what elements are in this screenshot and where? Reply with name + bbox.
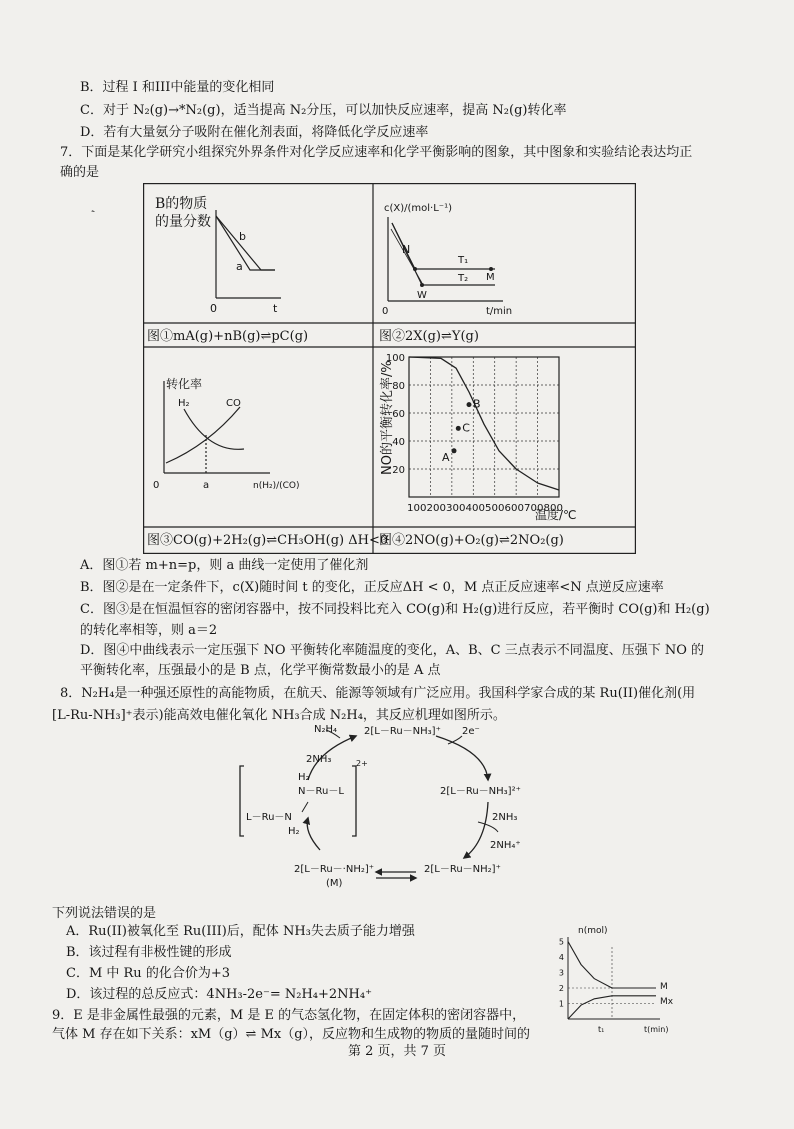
q7-option-d-cont: 平衡转化率，压强最小的是 B 点，化学平衡常数最小的是 A 点 xyxy=(80,663,441,678)
cycle-nh3-in: 2NH₃ xyxy=(306,754,332,765)
fig4-ytick: 60 xyxy=(392,409,405,420)
q9-ytick: 5 xyxy=(558,937,564,947)
fig3-label-h2: H₂ xyxy=(178,398,190,409)
fig1-curve-a xyxy=(216,216,275,270)
cycle-right: 2[L－Ru－NH₃]²⁺ xyxy=(440,786,521,797)
fig2-xlabel: t/min xyxy=(486,306,513,317)
complex-l-ru-n: L－Ru－N xyxy=(246,812,292,823)
cycle-nh3-right: 2NH₃ xyxy=(492,812,518,823)
q7-figure-grid xyxy=(143,183,636,554)
fig2-label-t2: T₂ xyxy=(458,273,469,284)
fig4-frame xyxy=(409,357,559,497)
fig2-chart xyxy=(378,193,633,318)
q7-option-c-cont: 的转化率相等，则 a＝2 xyxy=(80,623,218,638)
fig1-chart xyxy=(203,208,363,313)
fig1-ylabel2: 的量分数 xyxy=(155,214,211,230)
complex-h2-bottom: H₂ xyxy=(288,826,300,837)
cycle-arrow-right-down xyxy=(464,802,488,858)
fig4-curve xyxy=(409,357,559,490)
fig4-label-a: A xyxy=(442,450,450,464)
fig4-ytick: 100 xyxy=(385,353,405,364)
cycle-arrow-top-right xyxy=(436,736,488,780)
fig3-chart xyxy=(148,373,368,493)
fig2-ylabel: c(X)/(mol·L⁻¹) xyxy=(384,203,452,214)
cycle-electron: 2e⁻ xyxy=(462,726,480,737)
q9-ytick: 2 xyxy=(558,984,564,993)
fig2-label-m: M xyxy=(486,272,495,283)
page-footer: 第 2 页，共 7 页 xyxy=(347,1044,447,1059)
complex-n-n-bond xyxy=(302,802,308,812)
q8-option-d: D．该过程的总反应式：4NH₃-2e⁻= N₂H₄+2NH₄⁺ xyxy=(66,987,372,1002)
q7-option-a: A．图①若 m+n=p，则 a 曲线一定使用了催化剂 xyxy=(80,558,369,573)
fig4-label-b: B xyxy=(473,397,481,411)
q9-ytick: 1 xyxy=(558,999,564,1009)
q8-option-b: B．该过程有非极性键的形成 xyxy=(66,945,232,960)
fig4-ytick: 40 xyxy=(392,437,405,448)
fig1-label-a: a xyxy=(236,260,243,273)
fig3-xlabel: n(H₂)/(CO) xyxy=(253,481,300,491)
q8-cycle-diagram xyxy=(236,722,566,890)
cycle-nh3-branch xyxy=(478,822,498,832)
q7-stem-line2: 确的是 xyxy=(60,165,100,180)
cycle-n2h4: N₂H₄ xyxy=(314,724,338,735)
complex-bracket-left xyxy=(240,766,244,836)
q7-option-c: C．图③是在恒温恒容的密闭容器中，按不同投料比充入 CO(g)和 H₂(g)进行反应，若平衡时 CO(g)和 H₂(g) xyxy=(80,602,710,617)
fig2-origin: 0 xyxy=(382,306,389,317)
q6-option-d: D．若有大量氨分子吸附在催化剂表面，将降低化学反应速率 xyxy=(80,125,429,140)
fig1-origin: 0 xyxy=(210,302,217,313)
q9-t1: t₁ xyxy=(598,1025,605,1034)
q7-stem-line1: 7．下面是某化学研究小组探究外界条件对化学反应速率和化学平衡影响的图象，其中图象和实验结论表达均正 xyxy=(60,145,693,160)
fig4-label-c: C xyxy=(462,421,470,435)
q9-line2: 气体 M 存在如下关系：xM（g）⇌ Mx（g），反应物和生成物的物质的量随时间的 xyxy=(52,1027,531,1042)
fig4-ylabel: NO的平衡转化率/% xyxy=(380,360,395,475)
q9-graph xyxy=(548,925,698,1035)
fig3-curve-h2 xyxy=(184,409,244,449)
fig1-caption: 图①mA(g)+nB(g)⇌pC(g) xyxy=(147,329,309,344)
q8-option-c: C．M 中 Ru 的化合价为+3 xyxy=(66,966,230,981)
fig2-caption: 图②2X(g)⇌Y(g) xyxy=(379,329,479,344)
fig3-origin: 0 xyxy=(153,480,160,491)
q9-xlabel: t(min) xyxy=(644,1025,669,1034)
fig1-label-b: b xyxy=(239,230,246,243)
q9-ytick: 3 xyxy=(558,968,564,978)
q8-prompt: 下列说法错误的是 xyxy=(52,906,157,921)
pen-mark: ˏ xyxy=(84,197,97,215)
fig4-point-b xyxy=(467,402,472,407)
fig2-label-n: N xyxy=(402,243,411,256)
fig4-chart xyxy=(375,349,635,525)
cycle-bottom-right: 2[L－Ru－NH₂]⁺ xyxy=(424,864,501,875)
fig4-xlabel: 温度/℃ xyxy=(535,508,577,522)
complex-h2-top: H₂ xyxy=(298,772,310,783)
q6-option-b: B．过程 I 和III中能量的变化相同 xyxy=(80,80,275,95)
complex-n-ru-l: N－Ru－L xyxy=(298,786,344,797)
fig2-label-w: W xyxy=(417,290,427,301)
cycle-bottom-left: 2[L－Ru－·NH₂]⁺ xyxy=(294,864,375,875)
fig3-ylabel: 转化率 xyxy=(166,377,203,391)
fig1-xlabel: t xyxy=(273,302,278,313)
complex-charge: 2+ xyxy=(356,759,368,768)
fig4-caption: 图④2NO(g)+O₂(g)⇌2NO₂(g) xyxy=(379,533,564,548)
fig4-point-a xyxy=(452,448,457,453)
fig3-caption: 图③CO(g)+2H₂(g)⇌CH₃OH(g) ΔH<0 xyxy=(147,533,389,548)
fig2-label-t1: T₁ xyxy=(458,255,469,266)
fig4-ytick: 80 xyxy=(392,381,405,392)
fig4-xtick-labels: 100200300400500600700800 xyxy=(407,503,563,514)
fig1-ylabel1: B的物质 xyxy=(155,196,208,212)
cycle-arrow-left-up xyxy=(307,818,320,850)
q8-stem-line1: 8．N₂H₄是一种强还原性的高能物质，在航天、能源等领域有广泛应用。我国科学家合成的某 Ru(II)催化剂(用 xyxy=(60,686,696,701)
q9-label-m: M xyxy=(660,982,668,992)
q7-option-b: B．图②是在一定条件下，c(X)随时间 t 的变化，正反应ΔH < 0，M 点正反应速率<N 点逆反应速率 xyxy=(80,580,664,595)
fig2-point-m xyxy=(489,267,493,271)
fig2-point-n xyxy=(413,267,417,271)
q9-ylabel: n(mol) xyxy=(578,926,608,936)
fig4-ytick: 20 xyxy=(392,465,405,476)
q8-stem-line2: [L-Ru-NH₃]⁺表示)能高效电催化氧化 NH₃合成 N₂H₄，其反应机理如图所示。 xyxy=(52,708,506,723)
q7-option-d: D．图④中曲线表示一定压强下 NO 平衡转化率随温度的变化，A、B、C 三点表示不同温度、压强下 NO 的 xyxy=(80,643,705,658)
cycle-nh4: 2NH₄⁺ xyxy=(490,840,521,851)
fig3-label-co: CO xyxy=(226,398,241,409)
q9-label-mx: Mx xyxy=(660,997,674,1007)
fig2-tangent xyxy=(391,229,422,283)
q9-ytick: 4 xyxy=(558,953,564,962)
fig4-point-c xyxy=(456,426,461,431)
q9-line1: 9．E 是非金属性最强的元素，M 是 E 的气态氢化物，在固定体积的密闭容器中， xyxy=(52,1008,526,1023)
cycle-m-label: (M) xyxy=(326,878,343,889)
complex-bracket-right xyxy=(352,766,356,836)
q8-option-a: A．Ru(II)被氧化至 Ru(III)后，配体 NH₃失去质子能力增强 xyxy=(66,924,415,939)
q6-option-c: C．对于 N₂(g)→*N₂(g)，适当提高 N₂分压，可以加快反应速率，提高 N₂(g)转化率 xyxy=(80,103,567,118)
fig2-point-w xyxy=(420,283,424,287)
fig3-tick-a: a xyxy=(203,480,210,491)
cycle-top: 2[L－Ru－NH₃]⁺ xyxy=(364,726,441,737)
